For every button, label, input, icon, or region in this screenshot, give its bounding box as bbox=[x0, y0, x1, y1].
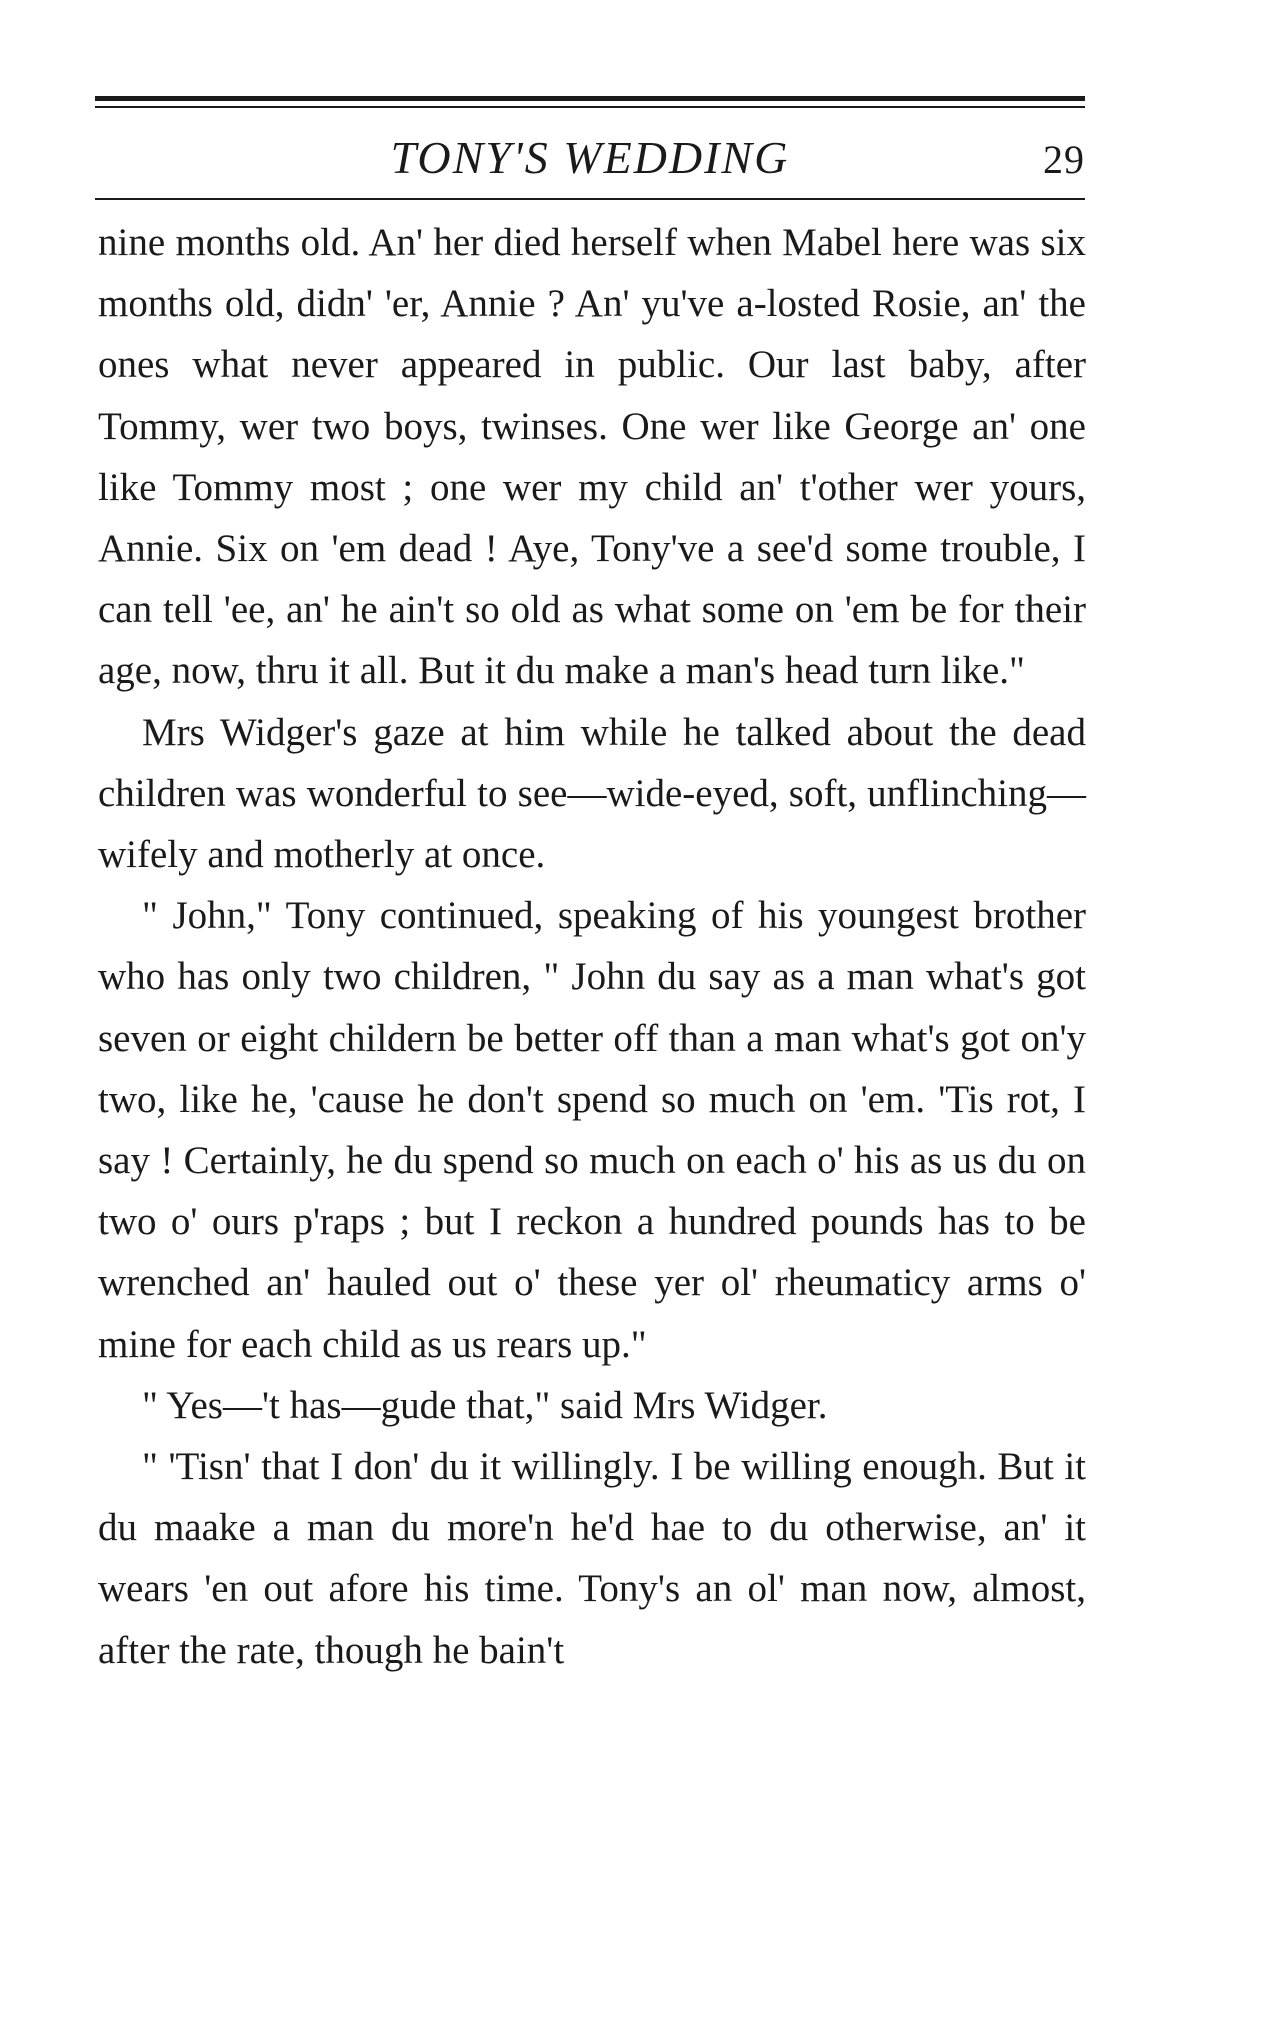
paragraph-1: nine months old. An' her died herself when Mabel here was six months old, didn' 'er, Annie ? An' yu've a-losted Rosie, an' the ones what never appeared in public. Our last baby, after Tommy, wer two boys, twinses. One wer like George an' one like Tommy most ; one wer my child an' t'other wer yours, Annie. Six on 'em dead ! Aye, Tony've a see'd some trouble, I can tell 'ee, an' he ain't so old as what some on 'em be for their age, now, thru it all. But it du make a man's head turn like." bbox=[98, 221, 1086, 693]
running-head bbox=[95, 128, 1085, 188]
header-rule-thick bbox=[95, 96, 1085, 101]
paragraph-3: " John," Tony continued, speaking of his youngest brother who has only two children, " John du say as a man what's got seven or eight childern be better off than a man what's got on'y two, like he, 'cause he don't spend so much on 'em. 'Tis rot, I say ! Certainly, he du spend so much on each o' his as us du on two o' ours p'raps ; but I reckon a hundred pounds has to be wrenched an' hauled out o' these yer ol' rheumaticy arms o' mine for each child as us rears up." bbox=[98, 894, 1086, 1366]
header-rule-thin bbox=[95, 106, 1085, 108]
body-text bbox=[98, 212, 1086, 1681]
page-number: 29 bbox=[1043, 137, 1085, 182]
header-rule-bottom bbox=[95, 198, 1085, 200]
paragraph-5: " 'Tisn' that I don' du it willingly. I be willing enough. But it du maake a man du more'n he'd hae to du otherwise, an' it wears 'en out afore his time. Tony's an ol' man now, almost, after the rate, though he bain't bbox=[98, 1445, 1086, 1672]
paragraph-4: " Yes—'t has—gude that," said Mrs Widger. bbox=[142, 1383, 828, 1427]
paragraph-2: Mrs Widger's gaze at him while he talked about the dead children was wonderful to see—wide-eyed, soft, unflinching—wifely and motherly at once. bbox=[98, 710, 1086, 877]
running-title: TONY'S WEDDING bbox=[390, 132, 790, 183]
